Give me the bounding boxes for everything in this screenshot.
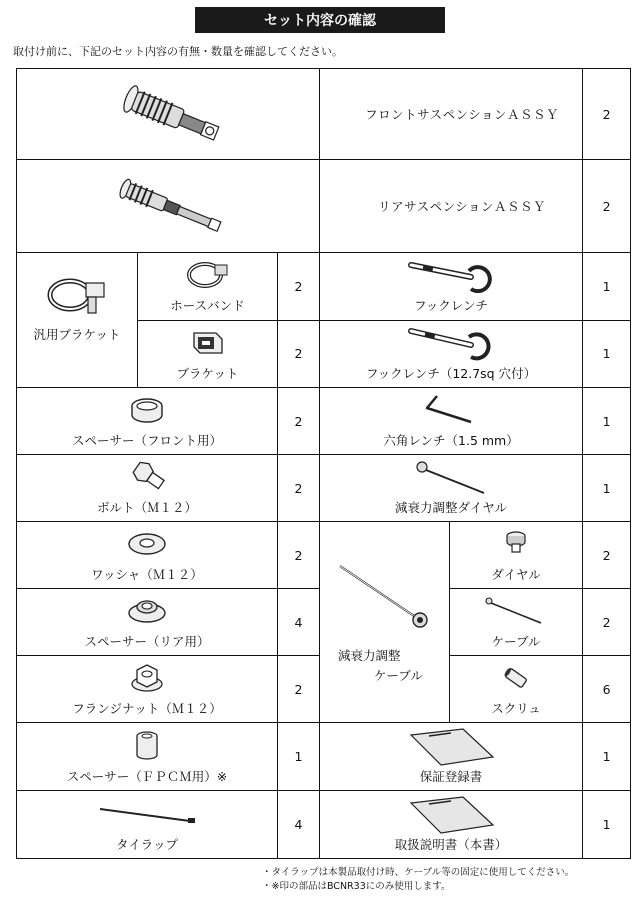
page-title: セット内容の確認: [195, 7, 445, 33]
table-row: [17, 160, 631, 253]
screw-qty: 6: [583, 656, 631, 723]
hose-band-cell: [138, 253, 278, 321]
dial-icon: [501, 528, 531, 556]
hex-wrench-qty: 1: [583, 388, 631, 455]
damper-dial-icon: [406, 457, 496, 497]
washer-qty: 2: [278, 522, 320, 589]
hook-wrench-127-cell: [320, 320, 583, 388]
rear-suspension-name: リアサスペンションＡＳＳＹ: [320, 160, 583, 253]
damper-dial-name: 減衰力調整ダイヤル: [394, 500, 508, 515]
screw-icon: [501, 666, 531, 690]
hex-wrench-cell: [320, 388, 583, 455]
flange-nut-name: フランジナット（Ｍ１２）: [72, 701, 222, 716]
spacer-front-qty: 2: [278, 388, 320, 455]
dial-qty: 2: [583, 522, 631, 589]
washer-cell: [17, 522, 278, 589]
warranty-qty: 1: [583, 723, 631, 791]
damper-dial-cell: [320, 455, 583, 522]
tie-wrap-cell: [17, 791, 278, 859]
warranty-document-icon: [401, 727, 501, 767]
rear-suspension-image: [17, 160, 320, 253]
hook-wrench-qty: 1: [583, 253, 631, 321]
spacer-rear-qty: 4: [278, 589, 320, 656]
bracket-qty: 2: [278, 320, 320, 388]
bracket-group: [17, 253, 138, 388]
hook-wrench-cell: [320, 253, 583, 321]
screw-name: スクリュ: [491, 701, 541, 716]
table-row: [17, 455, 631, 522]
spacer-rear-icon: [125, 595, 169, 627]
hook-wrench-127-name: フックレンチ（12.7sq 穴付）: [366, 365, 537, 381]
bolt-qty: 2: [278, 455, 320, 522]
footnotes: [262, 866, 574, 894]
cable-group: [320, 522, 450, 723]
hose-band-icon: [183, 257, 233, 293]
footnote: ・※印の部品はBCNR33にのみ使用します。: [262, 881, 451, 892]
bolt-cell: [17, 455, 278, 522]
cable-group-name-line1: 減衰力調整: [338, 648, 401, 663]
bolt-icon: [127, 461, 167, 493]
footnote: ・タイラップは本製品取付け時、ケーブル等の固定に使用してください。: [262, 867, 575, 878]
bracket-cell: [138, 320, 278, 388]
manual-name: 取扱説明書（本書）: [394, 837, 508, 852]
bracket-name: ブラケット: [176, 365, 239, 381]
manual-qty: 1: [583, 791, 631, 859]
table-row: [17, 253, 631, 321]
spacer-rear-cell: [17, 589, 278, 656]
hose-band-name: ホースバンド: [170, 298, 245, 314]
spacer-front-cell: [17, 388, 278, 455]
cable-name: ケーブル: [491, 634, 541, 649]
damper-cable-icon: [330, 556, 440, 636]
dial-cell: [450, 522, 583, 589]
spacer-fpcm-qty: 1: [278, 723, 320, 791]
manual-cell: [320, 791, 583, 859]
cable-qty: 2: [583, 589, 631, 656]
front-suspension-name: フロントサスペンションＡＳＳＹ: [320, 69, 583, 160]
spacer-fpcm-icon: [132, 729, 162, 763]
spacer-front-name: スペーサー（フロント用）: [71, 433, 222, 448]
spacer-fpcm-cell: [17, 723, 278, 791]
bracket-group-name: 汎用ブラケット: [33, 327, 121, 342]
hex-wrench-icon: [411, 392, 491, 428]
hook-wrench-icon: [401, 257, 501, 293]
cable-cell: [450, 589, 583, 656]
bolt-name: ボルト（Ｍ１２）: [96, 500, 197, 515]
spacer-rear-name: スペーサー（リア用）: [84, 634, 210, 649]
parts-table: [16, 68, 631, 859]
tie-wrap-icon: [92, 803, 202, 827]
spacer-fpcm-name: スペーサー（ＦＰＣＭ用）※: [66, 769, 228, 784]
warranty-cell: [320, 723, 583, 791]
table-row: [17, 388, 631, 455]
dial-name: ダイヤル: [491, 567, 541, 582]
rear-suspension-qty: 2: [583, 160, 631, 253]
bracket-icon: [188, 329, 228, 357]
front-suspension-icon: [88, 71, 248, 157]
table-row: [17, 69, 631, 160]
flange-nut-icon: [127, 662, 167, 694]
washer-name: ワッシャ（Ｍ１２）: [91, 567, 203, 582]
flange-nut-cell: [17, 656, 278, 723]
cable-icon: [481, 595, 551, 627]
tie-wrap-qty: 4: [278, 791, 320, 859]
front-suspension-qty: 2: [583, 69, 631, 160]
washer-icon: [125, 530, 169, 560]
hex-wrench-name: 六角レンチ（1.5 mm）: [383, 433, 519, 448]
manual-document-icon: [401, 795, 501, 835]
tie-wrap-name: タイラップ: [115, 837, 178, 852]
hook-wrench-127-qty: 1: [583, 320, 631, 388]
front-suspension-image: [17, 69, 320, 160]
rear-suspension-icon: [88, 163, 248, 249]
cable-group-name-line2: ケーブル: [374, 668, 423, 683]
hook-wrench-127-icon: [401, 325, 501, 361]
table-row: [17, 723, 631, 791]
hose-band-qty: 2: [278, 253, 320, 321]
damper-dial-qty: 1: [583, 455, 631, 522]
table-row: [17, 791, 631, 859]
warranty-name: 保証登録書: [419, 769, 483, 784]
spacer-front-icon: [127, 396, 167, 426]
table-row: [17, 522, 631, 589]
intro-text: 取付け前に、下記のセット内容の有無・数量を確認してください。: [13, 45, 343, 58]
hook-wrench-name: フックレンチ: [414, 298, 488, 314]
screw-cell: [450, 656, 583, 723]
flange-nut-qty: 2: [278, 656, 320, 723]
general-bracket-icon: [42, 269, 112, 319]
